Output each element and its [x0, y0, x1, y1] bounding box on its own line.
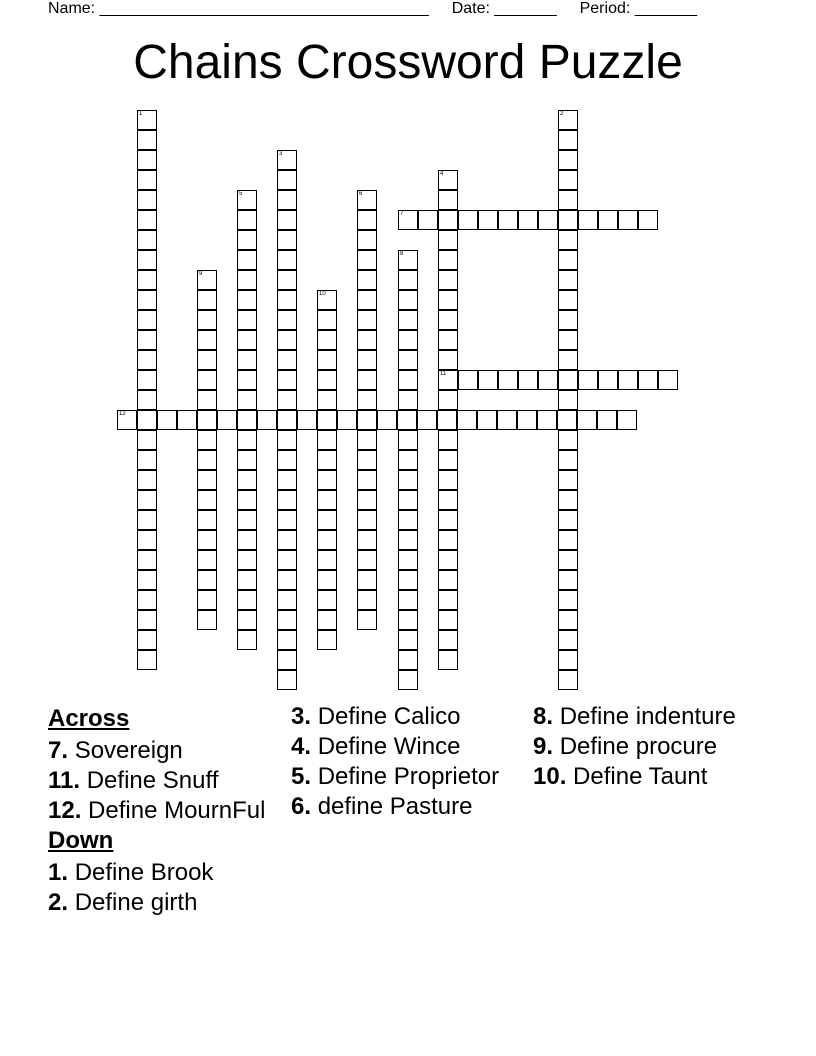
grid-cell[interactable]: [137, 370, 157, 390]
grid-cell[interactable]: [398, 350, 418, 370]
grid-cell[interactable]: [417, 410, 437, 430]
grid-cell[interactable]: [418, 210, 438, 230]
grid-cell[interactable]: [317, 410, 337, 430]
grid-cell[interactable]: [558, 510, 578, 530]
grid-cell[interactable]: [317, 310, 337, 330]
grid-cell[interactable]: [317, 510, 337, 530]
clue-down-3: 3. Define Calico: [291, 703, 461, 730]
across-heading: Across: [48, 705, 130, 732]
grid-cell[interactable]: [518, 210, 538, 230]
grid-cell[interactable]: [317, 630, 337, 650]
grid-cell[interactable]: [537, 410, 557, 430]
grid-cell[interactable]: [438, 190, 458, 210]
grid-cell[interactable]: [558, 250, 578, 270]
grid-cell[interactable]: [497, 410, 517, 430]
grid-cell[interactable]: [237, 390, 257, 410]
grid-cell[interactable]: [197, 410, 217, 430]
grid-cell[interactable]: [357, 410, 377, 430]
grid-cell[interactable]: [557, 410, 577, 430]
grid-cell[interactable]: [237, 570, 257, 590]
grid-cell[interactable]: [317, 490, 337, 510]
grid-cell[interactable]: [137, 410, 157, 430]
grid-cell[interactable]: [398, 510, 418, 530]
clue-down-1: 1. Define Brook: [48, 859, 214, 886]
clue-down-10: 10. Define Taunt: [533, 763, 708, 790]
grid-cell[interactable]: [398, 370, 418, 390]
grid-cell[interactable]: [197, 470, 217, 490]
clue-number-label: 8: [400, 251, 404, 257]
grid-cell[interactable]: [438, 210, 458, 230]
clue-number-label: 2: [560, 111, 564, 117]
grid-cell[interactable]: [197, 550, 217, 570]
grid-cell[interactable]: [357, 530, 377, 550]
grid-cell[interactable]: [237, 470, 257, 490]
grid-cell[interactable]: [438, 490, 458, 510]
grid-cell[interactable]: [357, 510, 377, 530]
grid-cell[interactable]: [538, 210, 558, 230]
down-heading: Down: [48, 827, 114, 854]
grid-cell[interactable]: [137, 430, 157, 450]
grid-cell[interactable]: [237, 630, 257, 650]
grid-cell[interactable]: [558, 190, 578, 210]
grid-cell[interactable]: [558, 330, 578, 350]
clue-down-9: 9. Define procure: [533, 733, 718, 760]
grid-cell[interactable]: [357, 610, 377, 630]
grid-cell[interactable]: [617, 410, 637, 430]
grid-cell[interactable]: [438, 330, 458, 350]
grid-cell[interactable]: [277, 570, 297, 590]
puzzle-title: Chains Crossword Puzzle: [133, 36, 683, 89]
clue-down-6: 6. define Pasture: [291, 793, 473, 820]
grid-cell[interactable]: [398, 450, 418, 470]
grid-cell[interactable]: [137, 190, 157, 210]
grid-cell[interactable]: [277, 550, 297, 570]
clue-number-label: 10: [319, 291, 326, 297]
grid-cell[interactable]: [197, 530, 217, 550]
grid-cell[interactable]: [438, 610, 458, 630]
grid-cell[interactable]: [438, 370, 458, 390]
grid-cell[interactable]: [197, 390, 217, 410]
grid-cell[interactable]: [357, 330, 377, 350]
grid-cell[interactable]: [618, 370, 638, 390]
grid-cell[interactable]: [137, 630, 157, 650]
grid-cell[interactable]: [237, 450, 257, 470]
grid-cell[interactable]: [277, 430, 297, 450]
grid-cell[interactable]: [277, 410, 297, 430]
grid-cell[interactable]: [157, 410, 177, 430]
grid-cell[interactable]: [578, 370, 598, 390]
clue-number-label: 11: [440, 371, 447, 377]
grid-cell[interactable]: [558, 490, 578, 510]
grid-cell[interactable]: [197, 590, 217, 610]
grid-cell[interactable]: [277, 670, 297, 690]
grid-cell[interactable]: [398, 330, 418, 350]
grid-cell[interactable]: [197, 370, 217, 390]
grid-cell[interactable]: [398, 610, 418, 630]
grid-cell[interactable]: [317, 570, 337, 590]
grid-cell[interactable]: [237, 510, 257, 530]
grid-cell[interactable]: [478, 210, 498, 230]
grid-cell[interactable]: [577, 410, 597, 430]
grid-cell[interactable]: [398, 270, 418, 290]
grid-cell[interactable]: [458, 370, 478, 390]
grid-cell[interactable]: [558, 590, 578, 610]
grid-cell[interactable]: [237, 190, 257, 210]
grid-cell[interactable]: [137, 610, 157, 630]
grid-cell[interactable]: [438, 470, 458, 490]
grid-cell[interactable]: [317, 450, 337, 470]
grid-cell[interactable]: [558, 310, 578, 330]
grid-cell[interactable]: [357, 210, 377, 230]
grid-cell[interactable]: [558, 170, 578, 190]
grid-cell[interactable]: [277, 250, 297, 270]
grid-cell[interactable]: [357, 490, 377, 510]
grid-cell[interactable]: [317, 530, 337, 550]
clues-column-2: [291, 703, 521, 823]
grid-cell[interactable]: [137, 650, 157, 670]
grid-cell[interactable]: [357, 430, 377, 450]
grid-cell[interactable]: [297, 410, 317, 430]
grid-cell[interactable]: [518, 370, 538, 390]
grid-cell[interactable]: [277, 630, 297, 650]
grid-cell[interactable]: [137, 470, 157, 490]
grid-cell[interactable]: [357, 230, 377, 250]
grid-cell[interactable]: [277, 290, 297, 310]
clue-number-label: 5: [239, 191, 243, 197]
grid-cell[interactable]: [137, 490, 157, 510]
grid-cell[interactable]: [438, 310, 458, 330]
grid-cell[interactable]: [457, 410, 477, 430]
grid-cell[interactable]: [197, 430, 217, 450]
grid-cell[interactable]: [558, 130, 578, 150]
clue-down-5: 5. Define Proprietor: [291, 763, 500, 790]
grid-cell[interactable]: [398, 470, 418, 490]
clue-number-label: 1: [139, 111, 143, 117]
grid-cell[interactable]: [237, 250, 257, 270]
grid-cell[interactable]: [237, 290, 257, 310]
grid-cell[interactable]: [558, 230, 578, 250]
grid-cell[interactable]: [398, 210, 418, 230]
grid-cell[interactable]: [398, 530, 418, 550]
grid-cell[interactable]: [558, 450, 578, 470]
grid-cell[interactable]: [438, 570, 458, 590]
grid-cell[interactable]: [237, 370, 257, 390]
grid-cell[interactable]: [277, 390, 297, 410]
clue-down-2: 2. Define girth: [48, 889, 198, 916]
grid-cell[interactable]: [558, 570, 578, 590]
grid-cell[interactable]: [317, 350, 337, 370]
grid-cell[interactable]: [137, 390, 157, 410]
grid-cell[interactable]: [357, 350, 377, 370]
grid-cell[interactable]: [558, 370, 578, 390]
grid-cell[interactable]: [277, 450, 297, 470]
grid-cell[interactable]: [277, 610, 297, 630]
grid-cell[interactable]: [317, 290, 337, 310]
grid-cell[interactable]: [498, 210, 518, 230]
grid-cell[interactable]: [277, 330, 297, 350]
grid-cell[interactable]: [357, 250, 377, 270]
grid-cell[interactable]: [558, 550, 578, 570]
grid-cell[interactable]: [398, 430, 418, 450]
grid-cell[interactable]: [237, 270, 257, 290]
grid-cell[interactable]: [137, 210, 157, 230]
grid-cell[interactable]: [277, 210, 297, 230]
name-field-label: Name: _____________________________________: [48, 0, 429, 17]
grid-cell[interactable]: [357, 390, 377, 410]
grid-cell[interactable]: [197, 350, 217, 370]
grid-cell[interactable]: [398, 590, 418, 610]
clue-number-label: 3: [279, 151, 283, 157]
grid-cell[interactable]: [317, 430, 337, 450]
grid-cell[interactable]: [197, 510, 217, 530]
grid-cell[interactable]: [398, 570, 418, 590]
grid-cell[interactable]: [438, 630, 458, 650]
grid-cell[interactable]: [117, 410, 137, 430]
grid-cell[interactable]: [357, 550, 377, 570]
grid-cell[interactable]: [137, 590, 157, 610]
grid-cell[interactable]: [277, 490, 297, 510]
grid-cell[interactable]: [137, 310, 157, 330]
grid-cell[interactable]: [558, 470, 578, 490]
grid-cell[interactable]: [438, 510, 458, 530]
grid-cell[interactable]: [438, 390, 458, 410]
grid-cell[interactable]: [237, 610, 257, 630]
grid-cell[interactable]: [277, 170, 297, 190]
grid-cell[interactable]: [398, 670, 418, 690]
grid-cell[interactable]: [398, 310, 418, 330]
grid-cell[interactable]: [558, 110, 578, 130]
grid-cell[interactable]: [277, 230, 297, 250]
grid-cell[interactable]: [237, 490, 257, 510]
clue-down-4: 4. Define Wince: [291, 733, 461, 760]
grid-cell[interactable]: [337, 410, 357, 430]
grid-cell[interactable]: [277, 650, 297, 670]
clue-number-label: 7: [400, 211, 404, 217]
grid-cell[interactable]: [558, 150, 578, 170]
grid-cell[interactable]: [357, 190, 377, 210]
clue-number-label: 9: [199, 271, 203, 277]
grid-cell[interactable]: [558, 650, 578, 670]
grid-cell[interactable]: [277, 190, 297, 210]
grid-cell[interactable]: [438, 550, 458, 570]
grid-cell[interactable]: [277, 150, 297, 170]
grid-cell[interactable]: [277, 530, 297, 550]
grid-cell[interactable]: [197, 310, 217, 330]
grid-cell[interactable]: [438, 350, 458, 370]
clues-column-3: [533, 703, 783, 793]
grid-cell[interactable]: [197, 450, 217, 470]
grid-cell[interactable]: [137, 150, 157, 170]
grid-cell[interactable]: [558, 530, 578, 550]
grid-cell[interactable]: [277, 310, 297, 330]
grid-cell[interactable]: [197, 490, 217, 510]
clue-number-label: 12: [119, 411, 126, 417]
grid-cell[interactable]: [197, 270, 217, 290]
grid-cell[interactable]: [357, 450, 377, 470]
grid-cell[interactable]: [398, 550, 418, 570]
grid-cell[interactable]: [398, 650, 418, 670]
grid-cell[interactable]: [438, 230, 458, 250]
grid-cell[interactable]: [197, 290, 217, 310]
grid-cell[interactable]: [438, 430, 458, 450]
grid-cell[interactable]: [277, 350, 297, 370]
grid-cell[interactable]: [137, 510, 157, 530]
grid-cell[interactable]: [237, 590, 257, 610]
grid-cell[interactable]: [517, 410, 537, 430]
grid-cell[interactable]: [638, 370, 658, 390]
grid-cell[interactable]: [197, 570, 217, 590]
grid-cell[interactable]: [217, 410, 237, 430]
grid-cell[interactable]: [438, 250, 458, 270]
grid-cell[interactable]: [398, 250, 418, 270]
grid-cell[interactable]: [438, 170, 458, 190]
grid-cell[interactable]: [237, 330, 257, 350]
grid-cell[interactable]: [177, 410, 197, 430]
grid-cell[interactable]: [317, 370, 337, 390]
grid-cell[interactable]: [438, 450, 458, 470]
grid-cell[interactable]: [558, 430, 578, 450]
grid-cell[interactable]: [438, 650, 458, 670]
grid-cell[interactable]: [558, 290, 578, 310]
grid-cell[interactable]: [438, 590, 458, 610]
grid-cell[interactable]: [317, 550, 337, 570]
grid-cell[interactable]: [257, 410, 277, 430]
grid-cell[interactable]: [618, 210, 638, 230]
grid-cell[interactable]: [538, 370, 558, 390]
grid-cell[interactable]: [137, 530, 157, 550]
clue-number-label: 6: [359, 191, 363, 197]
grid-cell[interactable]: [137, 130, 157, 150]
clue-across-11: 11. Define Snuff: [48, 767, 219, 794]
grid-cell[interactable]: [277, 470, 297, 490]
grid-cell[interactable]: [477, 410, 497, 430]
grid-cell[interactable]: [398, 290, 418, 310]
clue-number-label: 4: [440, 171, 444, 177]
grid-cell[interactable]: [558, 350, 578, 370]
grid-cell[interactable]: [357, 470, 377, 490]
grid-cell[interactable]: [398, 630, 418, 650]
grid-cell[interactable]: [438, 290, 458, 310]
grid-cell[interactable]: [578, 210, 598, 230]
grid-cell[interactable]: [237, 530, 257, 550]
grid-cell[interactable]: [357, 370, 377, 390]
grid-cell[interactable]: [317, 590, 337, 610]
grid-cell[interactable]: [658, 370, 678, 390]
grid-cell[interactable]: [558, 390, 578, 410]
period-field-label: Period: _______: [579, 0, 698, 17]
grid-cell[interactable]: [237, 210, 257, 230]
grid-cell[interactable]: [137, 250, 157, 270]
grid-cell[interactable]: [598, 370, 618, 390]
grid-cell[interactable]: [277, 510, 297, 530]
grid-cell[interactable]: [558, 610, 578, 630]
grid-cell[interactable]: [357, 290, 377, 310]
clue-across-7: 7. Sovereign: [48, 737, 183, 764]
grid-cell[interactable]: [558, 670, 578, 690]
grid-cell[interactable]: [377, 410, 397, 430]
grid-cell[interactable]: [317, 330, 337, 350]
grid-cell[interactable]: [498, 370, 518, 390]
grid-cell[interactable]: [137, 270, 157, 290]
grid-cell[interactable]: [237, 230, 257, 250]
grid-cell[interactable]: [137, 550, 157, 570]
grid-cell[interactable]: [317, 390, 337, 410]
grid-cell[interactable]: [137, 570, 157, 590]
grid-cell[interactable]: [458, 210, 478, 230]
grid-cell[interactable]: [197, 610, 217, 630]
grid-cell[interactable]: [317, 610, 337, 630]
grid-cell[interactable]: [598, 210, 618, 230]
grid-cell[interactable]: [558, 210, 578, 230]
grid-cell[interactable]: [638, 210, 658, 230]
grid-cell[interactable]: [237, 410, 257, 430]
grid-cell[interactable]: [277, 370, 297, 390]
grid-cell[interactable]: [398, 490, 418, 510]
grid-cell[interactable]: [237, 310, 257, 330]
grid-cell[interactable]: [597, 410, 617, 430]
grid-cell[interactable]: [197, 330, 217, 350]
grid-cell[interactable]: [438, 270, 458, 290]
grid-cell[interactable]: [317, 470, 337, 490]
grid-cell[interactable]: [357, 570, 377, 590]
grid-cell[interactable]: [438, 530, 458, 550]
grid-cell[interactable]: [357, 590, 377, 610]
grid-cell[interactable]: [137, 290, 157, 310]
grid-cell[interactable]: [277, 590, 297, 610]
grid-cell[interactable]: [237, 550, 257, 570]
grid-cell[interactable]: [398, 390, 418, 410]
grid-cell[interactable]: [397, 410, 417, 430]
grid-cell[interactable]: [137, 230, 157, 250]
grid-cell[interactable]: [437, 410, 457, 430]
grid-cell[interactable]: [137, 350, 157, 370]
grid-cell[interactable]: [558, 270, 578, 290]
grid-cell[interactable]: [237, 430, 257, 450]
clue-down-8: 8. Define indenture: [533, 703, 736, 730]
grid-cell[interactable]: [357, 310, 377, 330]
grid-cell[interactable]: [137, 330, 157, 350]
grid-cell[interactable]: [478, 370, 498, 390]
grid-cell[interactable]: [137, 170, 157, 190]
clue-across-12: 12. Define MournFul: [48, 797, 266, 824]
clues-column-1: [48, 703, 288, 919]
grid-cell[interactable]: [137, 450, 157, 470]
date-field-label: Date: _______: [451, 0, 557, 17]
grid-cell[interactable]: [277, 270, 297, 290]
grid-cell[interactable]: [237, 350, 257, 370]
grid-cell[interactable]: [137, 110, 157, 130]
grid-cell[interactable]: [357, 270, 377, 290]
grid-cell[interactable]: [558, 630, 578, 650]
